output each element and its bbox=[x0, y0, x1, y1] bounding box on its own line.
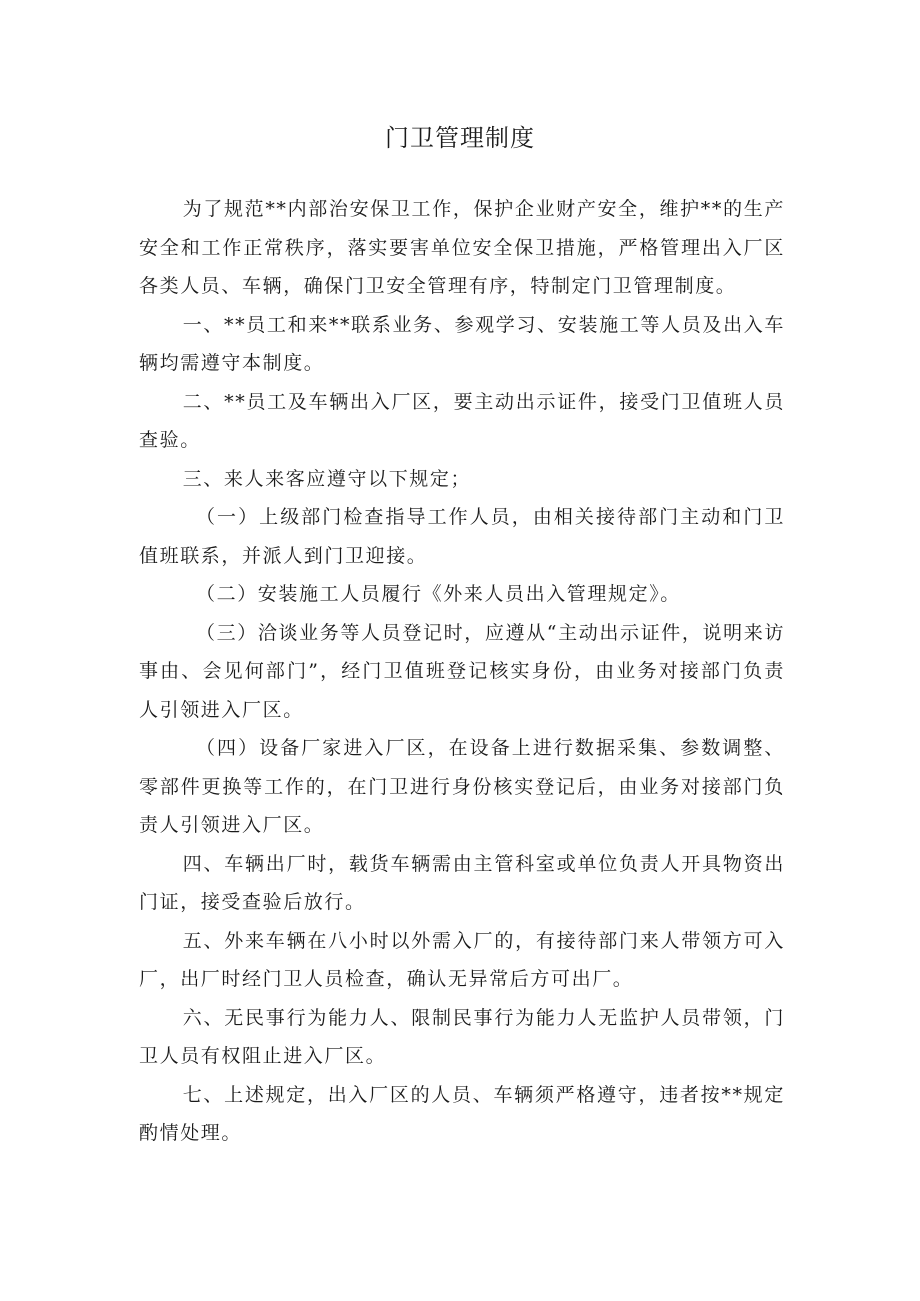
paragraph-clause-7: 七、上述规定，出入厂区的人员、车辆须严格遵守，违者按**规定酌情处理。 bbox=[139, 1083, 785, 1144]
paragraph-clause-3-4: （四）设备厂家进入厂区，在设备上进行数据采集、参数调整、零部件更换等工作的，在门卫进行身份核实登记后，由业务对接部门负责人引领进入厂区。 bbox=[139, 737, 785, 836]
paragraph-intro: 为了规范**内部治安保卫工作，保护企业财产安全，维护**的生产安全和工作正常秩序，落实要害单位安全保卫措施，严格管理出入厂区各类人员、车辆，确保门卫安全管理有序，特制定门卫管理制度。 bbox=[139, 198, 785, 297]
paragraph-clause-1: 一、**员工和来**联系业务、参观学习、安装施工等人员及出入车辆均需遵守本制度。 bbox=[139, 313, 785, 374]
paragraph-clause-3: 三、来人来客应遵守以下规定； bbox=[182, 467, 472, 490]
paragraph-clause-4: 四、车辆出厂时，载货车辆需由主管科室或单位负责人开具物资出门证，接受查验后放行。 bbox=[139, 852, 785, 913]
paragraph-clause-3-2: （二）安装施工人员履行《外来人员出入管理规定》。 bbox=[196, 583, 681, 605]
paragraph-clause-6: 六、无民事行为能力人、限制民事行为能力人无监护人员带领，门卫人员有权阻止进入厂区。 bbox=[139, 1006, 785, 1067]
paragraph-clause-5: 五、外来车辆在八小时以外需入厂的，有接待部门来人带领方可入厂，出厂时经门卫人员检查，确认无异常后方可出厂。 bbox=[139, 929, 785, 990]
paragraph-clause-3-3: （三）洽谈业务等人员登记时，应遵从“主动出示证件，说明来访事由、会见何部门”，经门卫值班登记核实身份，由业务对接部门负责人引领进入厂区。 bbox=[139, 621, 785, 721]
paragraph-clause-3-1: （一）上级部门检查指导工作人员，由相关接待部门主动和门卫值班联系，并派人到门卫迎接。 bbox=[139, 506, 785, 567]
paragraph-clause-2: 二、**员工及车辆出入厂区，要主动出示证件，接受门卫值班人员查验。 bbox=[139, 390, 785, 451]
document-title: 门卫管理制度 bbox=[385, 124, 535, 152]
document-body bbox=[139, 190, 785, 1153]
